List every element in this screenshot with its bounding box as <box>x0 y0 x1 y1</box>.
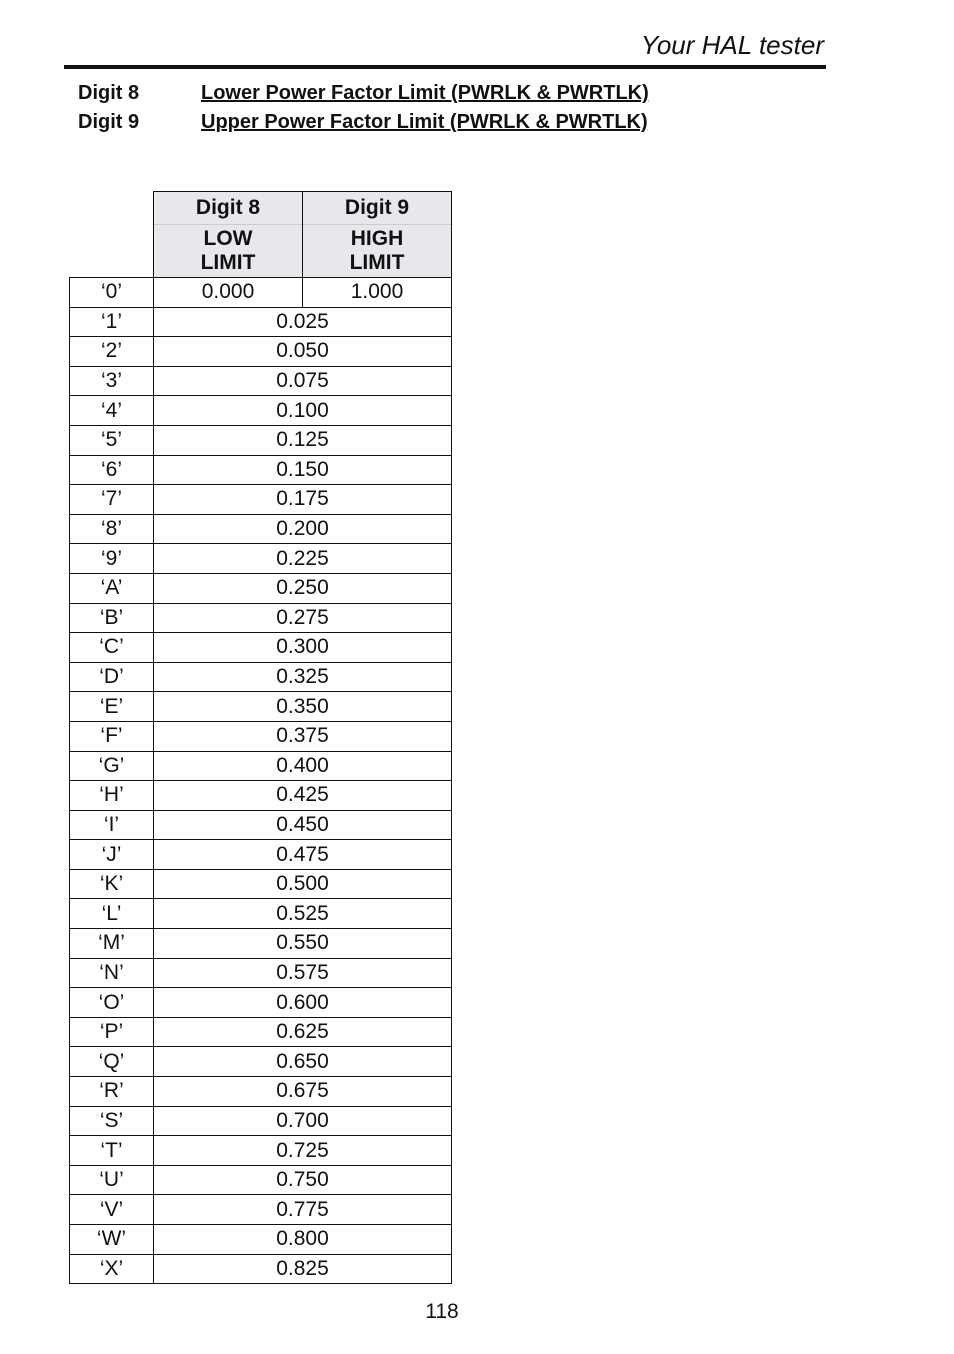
high-limit-value: 1.000 <box>303 278 452 308</box>
row-key: ‘7’ <box>70 485 154 515</box>
table-row <box>70 1225 452 1255</box>
row-key: ‘Q’ <box>70 1047 154 1077</box>
row-key: ‘V’ <box>70 1195 154 1225</box>
limit-value: 0.825 <box>154 1254 452 1284</box>
table-row <box>70 1254 452 1284</box>
limit-value: 0.275 <box>154 603 452 633</box>
table-row <box>70 1195 452 1225</box>
row-key: ‘F’ <box>70 721 154 751</box>
row-key: ‘6’ <box>70 455 154 485</box>
row-key: ‘K’ <box>70 869 154 899</box>
row-key: ‘9’ <box>70 544 154 574</box>
header-rule <box>64 65 826 69</box>
limit-value: 0.725 <box>154 1136 452 1166</box>
heading-digit-9 <box>78 111 648 134</box>
table-row <box>70 485 452 515</box>
table-row <box>70 1047 452 1077</box>
limit-value: 0.400 <box>154 751 452 781</box>
row-key: ‘5’ <box>70 425 154 455</box>
limit-value: 0.675 <box>154 1077 452 1107</box>
subheader-line: LIMIT <box>200 251 256 274</box>
table-row <box>70 307 452 337</box>
row-key: ‘L’ <box>70 899 154 929</box>
row-key: ‘B’ <box>70 603 154 633</box>
heading-digit-8 <box>78 82 649 105</box>
limit-value: 0.350 <box>154 692 452 722</box>
row-key: ‘1’ <box>70 307 154 337</box>
column-subheader-high-limit <box>303 225 452 278</box>
table-row <box>70 455 452 485</box>
row-key: ‘3’ <box>70 366 154 396</box>
limit-value: 0.575 <box>154 958 452 988</box>
table-row <box>70 721 452 751</box>
limit-value: 0.625 <box>154 1017 452 1047</box>
table-row <box>70 840 452 870</box>
limit-value: 0.050 <box>154 337 452 367</box>
row-key: ‘0’ <box>70 278 154 308</box>
column-subheader-low-limit <box>154 225 303 278</box>
column-header-digit-9: Digit 9 <box>303 192 452 225</box>
table-row <box>70 425 452 455</box>
low-limit-value: 0.000 <box>154 278 303 308</box>
limit-value: 0.300 <box>154 633 452 663</box>
subheader-line: LIMIT <box>349 251 405 274</box>
table-row <box>70 337 452 367</box>
row-key: ‘H’ <box>70 781 154 811</box>
subheader-line: LOW <box>203 227 253 250</box>
limit-value: 0.450 <box>154 810 452 840</box>
table-row <box>70 929 452 959</box>
limit-value: 0.325 <box>154 662 452 692</box>
running-header: Your HAL tester <box>640 30 824 60</box>
limit-value: 0.775 <box>154 1195 452 1225</box>
limit-value: 0.250 <box>154 573 452 603</box>
limit-value: 0.200 <box>154 514 452 544</box>
table-row <box>70 662 452 692</box>
row-key: ‘R’ <box>70 1077 154 1107</box>
row-key: ‘C’ <box>70 633 154 663</box>
limit-value: 0.375 <box>154 721 452 751</box>
column-header-digit-8: Digit 8 <box>154 192 303 225</box>
table-row <box>70 1017 452 1047</box>
limit-value: 0.650 <box>154 1047 452 1077</box>
row-key: ‘U’ <box>70 1165 154 1195</box>
row-key: ‘8’ <box>70 514 154 544</box>
limit-value: 0.025 <box>154 307 452 337</box>
row-key: ‘M’ <box>70 929 154 959</box>
table-row <box>70 396 452 426</box>
limit-value: 0.800 <box>154 1225 452 1255</box>
limit-value: 0.750 <box>154 1165 452 1195</box>
row-key: ‘G’ <box>70 751 154 781</box>
row-key: ‘X’ <box>70 1254 154 1284</box>
page-number: 118 <box>425 1300 459 1323</box>
row-key: ‘S’ <box>70 1106 154 1136</box>
limit-value: 0.700 <box>154 1106 452 1136</box>
heading-text: Lower Power Factor Limit (PWRLK & PWRTLK) <box>201 82 649 104</box>
table-row <box>70 751 452 781</box>
table-row <box>70 988 452 1018</box>
limit-value: 0.425 <box>154 781 452 811</box>
row-key: ‘2’ <box>70 337 154 367</box>
limit-value: 0.550 <box>154 929 452 959</box>
table-row <box>70 692 452 722</box>
table-row <box>70 1165 452 1195</box>
limit-value: 0.475 <box>154 840 452 870</box>
table-row <box>70 1136 452 1166</box>
table-row <box>70 603 452 633</box>
table-row <box>70 278 452 308</box>
limit-value: 0.600 <box>154 988 452 1018</box>
table-row <box>70 781 452 811</box>
row-key: ‘T’ <box>70 1136 154 1166</box>
limit-value: 0.525 <box>154 899 452 929</box>
heading-text: Upper Power Factor Limit (PWRLK & PWRTLK) <box>201 111 648 133</box>
heading-digit-label: Digit 8 <box>78 82 140 104</box>
table-row <box>70 514 452 544</box>
table-row <box>70 544 452 574</box>
limit-value: 0.125 <box>154 425 452 455</box>
limit-value: 0.150 <box>154 455 452 485</box>
row-key: ‘O’ <box>70 988 154 1018</box>
power-factor-limit-table <box>69 191 452 1284</box>
table-row <box>70 1106 452 1136</box>
limit-value: 0.175 <box>154 485 452 515</box>
table-row <box>70 573 452 603</box>
table-row <box>70 366 452 396</box>
row-key: ‘E’ <box>70 692 154 722</box>
limit-value: 0.100 <box>154 396 452 426</box>
table-row <box>70 810 452 840</box>
row-key: ‘N’ <box>70 958 154 988</box>
limit-value: 0.500 <box>154 869 452 899</box>
limit-value: 0.225 <box>154 544 452 574</box>
table-body <box>70 278 452 1284</box>
row-key: ‘I’ <box>70 810 154 840</box>
table-row <box>70 899 452 929</box>
row-key: ‘W’ <box>70 1225 154 1255</box>
heading-digit-label: Digit 9 <box>78 111 140 133</box>
header-blank-cell <box>70 192 154 278</box>
table-row <box>70 869 452 899</box>
row-key: ‘4’ <box>70 396 154 426</box>
table-row <box>70 1077 452 1107</box>
row-key: ‘D’ <box>70 662 154 692</box>
table-row <box>70 958 452 988</box>
row-key: ‘P’ <box>70 1017 154 1047</box>
row-key: ‘J’ <box>70 840 154 870</box>
limit-value: 0.075 <box>154 366 452 396</box>
table-row <box>70 633 452 663</box>
row-key: ‘A’ <box>70 573 154 603</box>
table-header-row <box>70 192 452 225</box>
subheader-line: HIGH <box>350 227 404 250</box>
